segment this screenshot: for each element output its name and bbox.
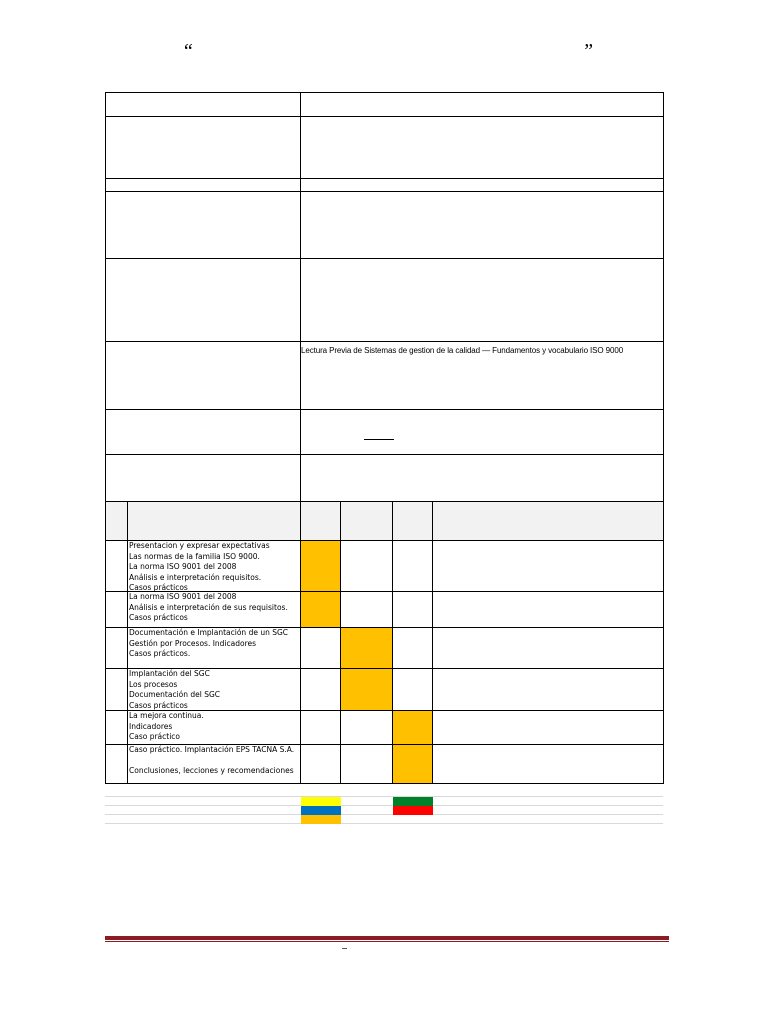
- day-cell: [393, 541, 433, 592]
- day-cell: [301, 628, 341, 669]
- day-cell: [341, 711, 393, 745]
- legend-gridline: [105, 796, 663, 797]
- footer-rule-thick: [105, 936, 669, 940]
- header-cell: [128, 502, 301, 541]
- day-cell: [393, 628, 433, 669]
- schedule-row: [106, 711, 664, 745]
- info-label-cell: [106, 342, 301, 410]
- schedule-row: [106, 745, 664, 784]
- schedule-header-row: [106, 502, 664, 541]
- schedule-row: [106, 669, 664, 711]
- legend-gridline: [105, 805, 663, 806]
- topic-line: Los procesos: [129, 679, 178, 689]
- topic-line: La norma ISO 9001 del 2008: [129, 562, 237, 572]
- course-info-table: [105, 92, 664, 502]
- closing-quote-mark: ”: [582, 40, 594, 62]
- day-cell: [393, 592, 433, 628]
- topic-line: [129, 756, 300, 767]
- topic-cell: [128, 541, 301, 592]
- notes-cell: [433, 669, 664, 711]
- reading-text: Lectura Previa de Sistemas de gestion de la calidad — Fundamentos y vocabulario ISO 9000: [301, 342, 664, 410]
- notes-cell: [433, 745, 664, 784]
- info-label-cell: [106, 93, 301, 117]
- topic-line: Indicadores: [129, 721, 173, 731]
- info-label-cell: [106, 179, 301, 192]
- topic-line: La norma ISO 9001 del 2008: [129, 592, 237, 601]
- info-row: [106, 342, 664, 410]
- legend-swatch-yellow: [301, 797, 341, 806]
- topic-line: Caso práctico: [129, 732, 181, 742]
- day-cell: [341, 592, 393, 628]
- page-number-dash: [342, 948, 347, 949]
- topic-line: Casos prácticos: [129, 583, 188, 591]
- topic-line: Presentacion y expresar expectativas: [129, 541, 270, 550]
- info-label-cell: [106, 410, 301, 455]
- info-row: [106, 192, 664, 259]
- info-value-cell: [301, 259, 664, 342]
- day-cell: [341, 745, 393, 784]
- opening-quote-mark: “: [182, 40, 194, 62]
- underline-mark: [364, 439, 394, 440]
- header-cell: [433, 502, 664, 541]
- topic-cell: [128, 745, 301, 784]
- header-cell: [106, 502, 128, 541]
- legend-swatch-orange: [301, 815, 341, 824]
- info-row: [106, 93, 664, 117]
- num-cell: [106, 745, 128, 784]
- day-cell-filled: [301, 541, 341, 592]
- header-cell: [341, 502, 393, 541]
- legend-swatch-red: [393, 806, 433, 815]
- notes-cell: [433, 592, 664, 628]
- info-label-cell: [106, 117, 301, 179]
- schedule-row: [106, 628, 664, 669]
- topic-line: Análisis e interpretación requisitos.: [129, 572, 262, 582]
- day-cell-filled: [393, 745, 433, 784]
- info-value-cell: [301, 410, 664, 455]
- day-cell-filled: [341, 628, 393, 669]
- schedule-row: [106, 541, 664, 592]
- topic-line: Documentación del SGC: [129, 690, 221, 700]
- day-cell: [301, 745, 341, 784]
- topic-line: Conclusiones, lecciones y recomendaciones: [129, 766, 294, 776]
- info-row: [106, 117, 664, 179]
- day-cell: [301, 669, 341, 711]
- info-row: [106, 455, 664, 502]
- topic-line: Implantación del SGC: [129, 669, 210, 678]
- header-cell: [393, 502, 433, 541]
- topic-line: Caso práctico. Implantación EPS TACNA S.A.: [129, 745, 295, 754]
- num-cell: [106, 669, 128, 711]
- header-cell: [301, 502, 341, 541]
- day-cell-filled: [341, 669, 393, 711]
- info-value-cell: [301, 192, 664, 259]
- topic-cell: [128, 711, 301, 745]
- legend-swatch-blue: [301, 806, 341, 815]
- info-row: [106, 410, 664, 455]
- topic-line: Documentación e Implantación de un SGC: [129, 628, 289, 637]
- day-cell-filled: [393, 711, 433, 745]
- day-cell: [393, 669, 433, 711]
- info-value-cell: [301, 117, 664, 179]
- legend-gridline: [105, 823, 663, 824]
- num-cell: [106, 592, 128, 628]
- legend-swatch-green: [393, 797, 433, 806]
- num-cell: [106, 541, 128, 592]
- topic-line: Análisis e interpretación de sus requisitos.: [129, 602, 288, 612]
- notes-cell: [433, 628, 664, 669]
- info-value-cell: [301, 455, 664, 502]
- info-label-cell: [106, 455, 301, 502]
- topic-line: Casos prácticos: [129, 613, 188, 623]
- topic-line: Casos prácticos: [129, 700, 188, 710]
- legend-gridline: [105, 814, 663, 815]
- topic-cell: [128, 592, 301, 628]
- info-value-cell: [301, 93, 664, 117]
- num-cell: [106, 711, 128, 745]
- topic-line: Casos prácticos.: [129, 649, 191, 659]
- topic-cell: [128, 628, 301, 669]
- day-cell-filled: [301, 592, 341, 628]
- info-row: [106, 259, 664, 342]
- info-label-cell: [106, 192, 301, 259]
- schedule-table: [105, 501, 664, 784]
- info-value-cell: [301, 179, 664, 192]
- notes-cell: [433, 711, 664, 745]
- schedule-row: [106, 592, 664, 628]
- topic-line: Las normas de la familia ISO 9000.: [129, 551, 260, 561]
- num-cell: [106, 628, 128, 669]
- day-cell: [341, 541, 393, 592]
- topic-line: Gestión por Procesos. Indicadores: [129, 638, 257, 648]
- info-row: [106, 179, 664, 192]
- info-label-cell: [106, 259, 301, 342]
- topic-cell: [128, 669, 301, 711]
- footer-rule-thin: [105, 941, 669, 942]
- notes-cell: [433, 541, 664, 592]
- topic-line: La mejora continua.: [129, 711, 204, 720]
- color-legend: [105, 781, 663, 825]
- day-cell: [301, 711, 341, 745]
